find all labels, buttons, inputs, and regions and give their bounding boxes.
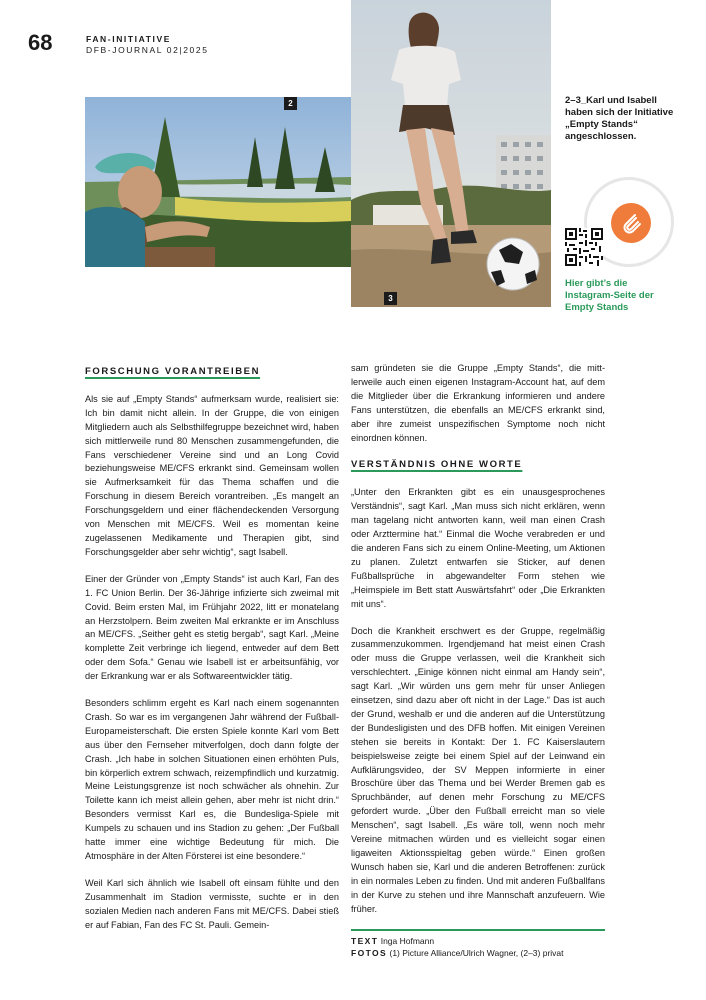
photo-number-2: 2 — [284, 97, 297, 110]
paragraph: sam gründeten sie die Gruppe „Empty Stands“, die mittlerweile auch einen eigenen Instagram-Account hat, auf dem die Mitglieder über die Erkrankung informieren und andere Fans unterstützen, die ebenfalls an ME/CFS erkrankt sind, aber ihre zumeist unspezifischen Symptome noch nicht einordnen können. — [351, 363, 605, 443]
paragraph: Weil Karl sich ähnlich wie Isabell oft einsam fühlte und den Zusammenhalt im Stadion vermisste, suchte er in den sozialen Medien nach anderen Fans mit ME/CFS. Dabei stieß er auf Fabian, Fan des FC St. Pauli. Gemein- — [85, 877, 339, 930]
photo-karl-lookout — [85, 97, 351, 267]
photo-karl-illustration — [85, 97, 351, 267]
credit-photo-label: FOTOS — [351, 948, 388, 958]
paragraph: Besonders schlimm ergeht es Karl nach einem sogenannten Crash. So war es im vergangenen Jahr während der Fußball-Europameisterschaft. Die ersten Spiele konnte Karl vom Bett aus über den Fernseher mitverfolgen, doch dann folgte der Crash. „Ich habe in solchen Situationen einen erhöhten Puls, bin körperlich extrem schwach, reizempfindlich und kurzatmig. Meine Leistungsgrenze ist noch schwächer als ohnehin. Zur Toilette kann ich meist allein gehen, aber mehr ist nicht drin.“ Besonders vermisst Karl es, die Bundesliga-Spiele mit Kumpels zu schauen und ins Stadion zu gehen: „Der Fußball hatte immer eine wichtige Bedeutung für mich. Die Atmosphäre in der Alten Försterei ist eine besondere.“ — [85, 698, 339, 861]
credit-photo-value: (1) Picture Alliance/Ulrich Wagner, (2–3) privat — [389, 948, 564, 958]
photo-caption: 2–3_Karl und Isabell haben sich der Initiative „Empty Stands“ angeschlossen. — [565, 95, 674, 142]
paragraph: Als sie auf „Empty Stands“ aufmerksam wurde, realisiert sie: Ich bin damit nicht allein. In der Gruppe, die von einigen Mitgliedern auch als Selbsthilfegruppe bezeichnet wird, haben sich mittlerweile rund 80 Menschen zusammengefunden, die Fans verschiedener Vereine sind und an Long Covid beziehungsweise ME/CFS erkrankt sind. Gemeinsam wollen sie Aufmerksamkeit für das Thema schaffen und die Forschung in diesem Bereich vorantreiben. „Es mangelt an Forschungsgeldern und einer flächendeckenden Versorgung von Menschen mit ME/CFS. Weil es momentan keine zugelassenen Medikamente und Therapien gibt, sind Forschungsgelder aber sehr wichtig“, sagt Isabell. — [85, 393, 339, 557]
credit-photo-line — [351, 947, 564, 959]
credits — [351, 935, 564, 959]
paragraph: Einer der Gründer von „Empty Stands“ ist auch Karl, Fan des 1. FC Union Berlin. Der 36-Jährige infizierte sich zweimal mit Covid. Beim ersten Mal, im Frühjahr 2022, litt er monatelang an Herzstolpern. Beim zweiten Mal erkrankte er im Anschluss an ME/CFS. „Seither geht es stetig bergab“, sagt Karl. „Meine komplette Zeit verbringe ich liegend, entweder auf dem Bett oder dem Sofa.“ Genau wie Isabell ist er arbeitsunfähig, vor der Erkrankung war er als Softwareentwickler tätig. — [85, 573, 339, 682]
paragraph: „Unter den Erkrankten gibt es ein unausgesprochenes Verständnis“, sagt Karl. „Man muss sich nicht erklären, wenn man tagelang nicht antworten kann, weil man einen Crash oder Arzttermine hat.“ Einmal die Woche verabreden er und die anderen Fans sich zu einem Online-Meeting, um Aktionen zu planen. Zuletzt entwarfen sie Sticker, auf denen Fußballsprüche in abgewandelter Form stehen wie „Heimspiele im Bett statt Auswärtsfahrt“ oder „Die Erkrankten mit uns“. — [351, 487, 605, 609]
issue-label: DFB-JOURNAL 02|2025 — [86, 45, 209, 55]
heading-verstaendnis: VERSTÄNDNIS OHNE WORTE — [351, 459, 523, 471]
link-button[interactable] — [611, 203, 651, 243]
section-label: FAN-INITIATIVE — [86, 34, 172, 44]
photo-isabell-ball — [351, 0, 551, 307]
paperclip-icon — [611, 203, 651, 243]
credit-text-label: TEXT — [351, 936, 379, 946]
page-number: 68 — [28, 30, 53, 55]
article-column-left — [85, 365, 339, 946]
credit-text-value: Inga Hofmann — [380, 936, 435, 946]
photo-number-3: 3 — [384, 292, 397, 305]
heading-forschung: FORSCHUNG VORANTREIBEN — [85, 366, 261, 377]
credit-text-line — [351, 935, 564, 947]
header-kicker — [86, 34, 209, 56]
instagram-qr-code[interactable] — [565, 228, 603, 266]
article-column-right — [351, 362, 605, 930]
paragraph: Doch die Krankheit erschwert es der Gruppe, regelmäßig zusammenzukommen. Irgendjemand hat meist einen Crash oder muss die Gruppe verlassen, weil die Krankheit sich verschlechtert. „Einige können nicht einmal am Handy sein“, sagt Karl. „Wir würden uns gern mehr für unser Anliegen einsetzen, sind dazu aber oft nicht in der Lage.“ Das ist auch der Grund, weshalb er und die anderen auf die Unterstützung der Bundesligisten und des DFB hoffen. Mit einigen Vereinen stehen sie bereits in Kontakt: Der 1. FC Kaiserslautern beispielsweise zeigte bei einem Spiel auf der Leinwand ein Aufklärungsvideo, der SV Meppen informierte in einer Broschüre über das Thema und bei Werder Bremen gab es Spruchbänder, auf denen mehr Forschung zu ME/CFS gefordert wurde. „Über den Fußball erreicht man so viele Menschen“, sagt Isabell. „Es wäre toll, wenn noch mehr Vereine mitmachen würden und es vielleicht sogar einen ligaweiten Aktionsspieltag geben würde.“ Einen großen Wunsch haben sie, Karl und die anderen Betroffenen: zurück in ein normales Leben zu finden. Und mit anderen Fußballfans in der Kurve zu stehen und ihre Mannschaft anzufeuern. Wie früher. — [351, 625, 605, 914]
qr-code-icon — [565, 228, 603, 266]
credits-divider — [351, 929, 605, 931]
photo-isabell-illustration — [351, 0, 551, 307]
qr-caption: Hier gibt’s die Instagram-Seite der Empty Stands — [565, 278, 654, 313]
